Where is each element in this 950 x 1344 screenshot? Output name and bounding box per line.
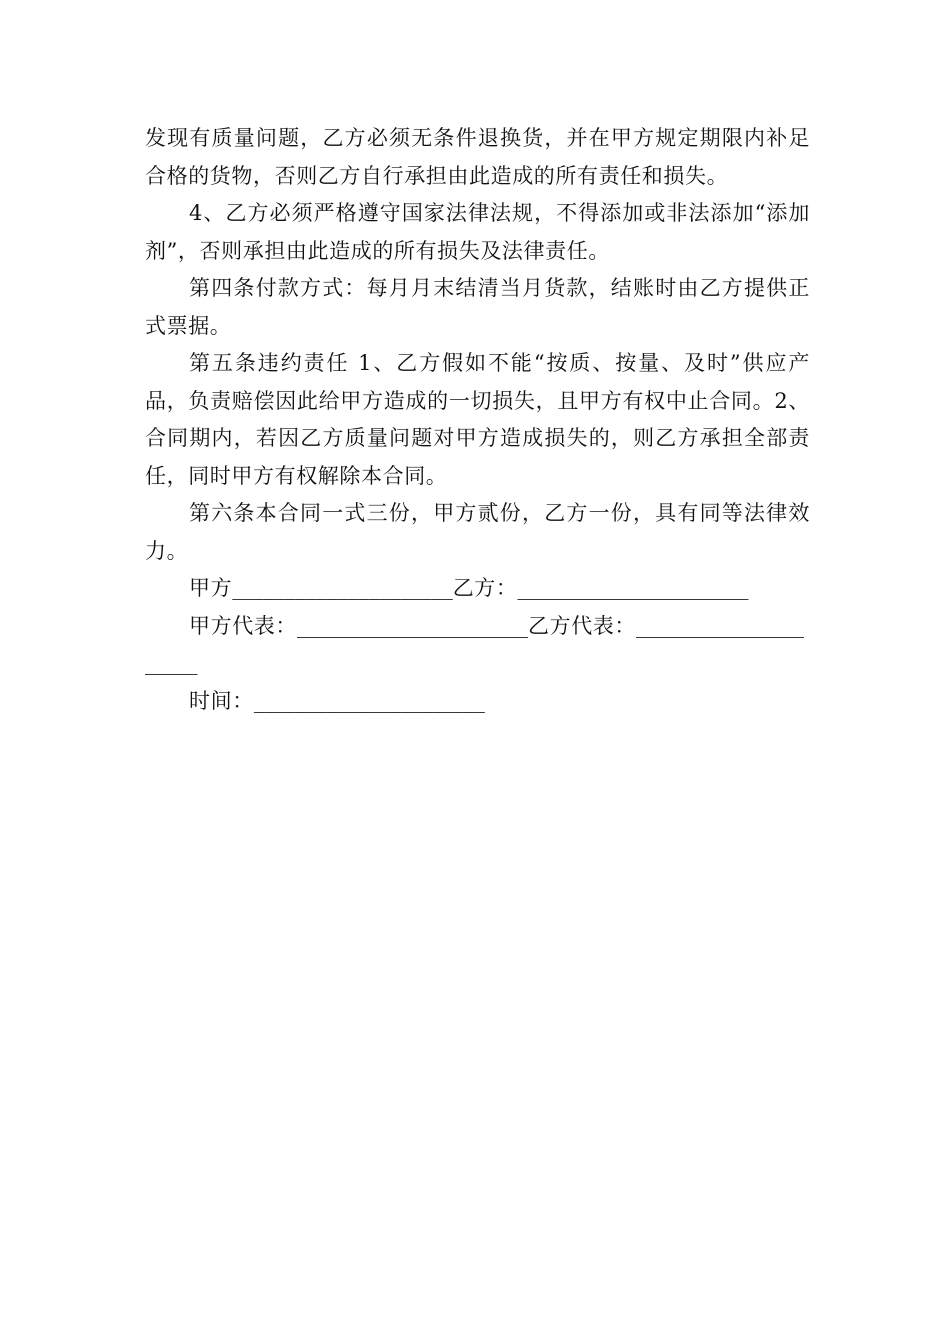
rep-a-blank: ______________________ <box>297 613 528 638</box>
signature-line-parties <box>145 570 810 608</box>
rep-b-blank: _____________________ <box>145 613 804 675</box>
rep-a-label: 甲方代表： <box>189 613 297 638</box>
paragraph-additives: 4、乙方必须严格遵守国家法律法规，不得添加或非法添加“添加剂”，否则承担由此造成的所有损失及法律责任。 <box>145 201 810 263</box>
time-label: 时间： <box>189 688 254 713</box>
paragraph-payment-terms: 第四条付款方式：每月月末结清当月货款，结账时由乙方提供正式票据。 <box>145 276 810 338</box>
time-blank: ______________________ <box>253 688 485 713</box>
paragraph-copies: 第六条本合同一式三份，甲方贰份，乙方一份，具有同等法律效力。 <box>145 501 810 563</box>
signature-line-time <box>145 683 810 721</box>
party-b-label: 乙方： <box>452 576 518 600</box>
rep-b-label: 乙方代表： <box>528 613 636 638</box>
signature-line-representatives <box>145 608 810 683</box>
paragraph-breach-liability: 第五条违约责任 1、乙方假如不能“按质、按量、及时”供应产品，负责赔偿因此给甲方造成的一切损失，且甲方有权中止合同。2、合同期内，若因乙方质量问题对甲方造成损失的，则乙方承担全部责任，同时甲方有权解除本合同。 <box>145 351 810 488</box>
contract-body <box>145 120 810 720</box>
party-a-label: 甲方 <box>189 576 233 600</box>
paragraph-quality-return: 发现有质量问题，乙方必须无条件退换货，并在甲方规定期限内补足合格的货物，否则乙方自行承担由此造成的所有责任和损失。 <box>145 126 810 188</box>
party-b-blank: ______________________ <box>517 576 749 600</box>
party-a-blank: _____________________ <box>232 576 453 600</box>
